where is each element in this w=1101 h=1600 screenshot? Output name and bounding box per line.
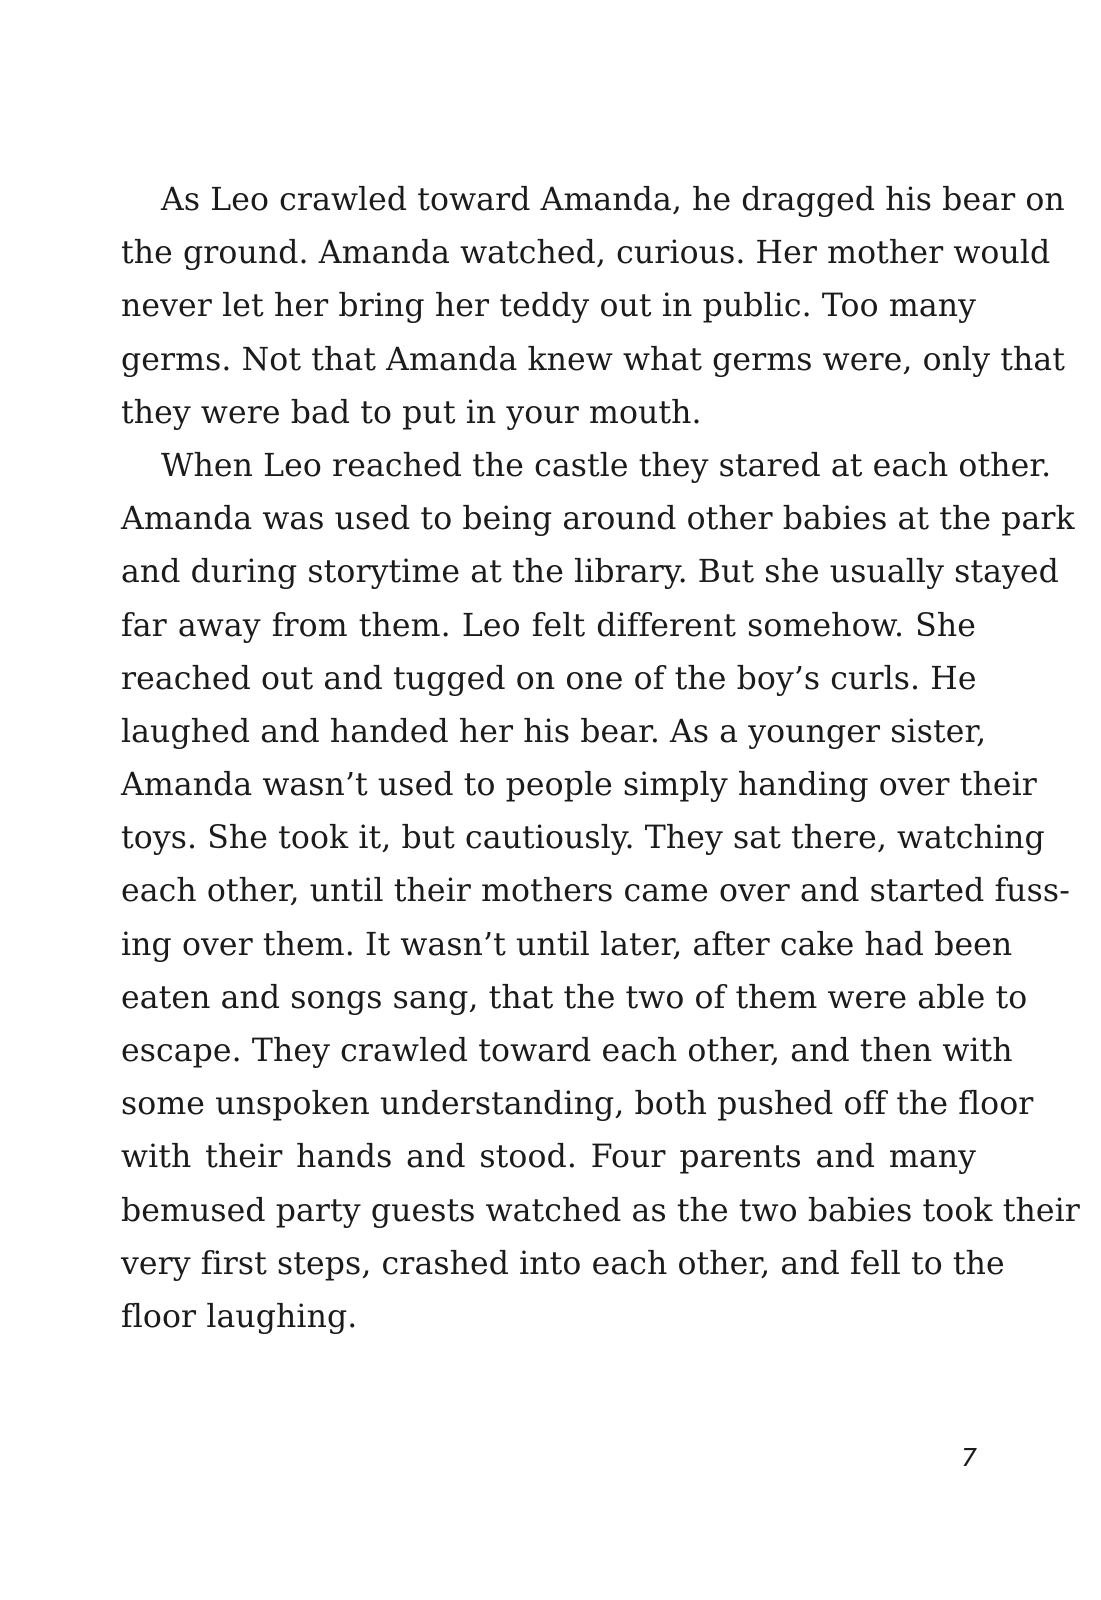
text-line: with their hands and stood. Four parents and many bbox=[121, 1139, 976, 1176]
text-line: Amanda was used to being around other babies at the park bbox=[121, 501, 1075, 538]
page-number: 7 bbox=[961, 1443, 977, 1472]
text-line: far away from them. Leo felt different somehow. She bbox=[121, 607, 976, 644]
text-line: ing over them. It wasn’t until later, after cake had been bbox=[121, 926, 1013, 963]
text-line: very first steps, crashed into each other, and fell to the bbox=[121, 1245, 1005, 1282]
text-line: laughed and handed her his bear. As a younger sister, bbox=[121, 713, 987, 750]
text-line: each other, until their mothers came over and started fuss- bbox=[121, 873, 1070, 910]
text-line: eaten and songs sang, that the two of them were able to bbox=[121, 979, 1028, 1016]
text-line: never let her bring her teddy out in public. Too many bbox=[121, 288, 976, 325]
text-line: toys. She took it, but cautiously. They sat there, watching bbox=[121, 820, 1045, 857]
text-line: reached out and tugged on one of the boy’s curls. He bbox=[121, 660, 977, 697]
text-line: and during storytime at the library. But she usually stayed bbox=[121, 554, 1059, 591]
text-line: As Leo crawled toward Amanda, he dragged his bear on bbox=[161, 182, 1065, 218]
text-line: When Leo reached the castle they stared at each other. bbox=[161, 447, 1052, 484]
text-line: escape. They crawled toward each other, and then with bbox=[121, 1033, 1013, 1069]
body-text bbox=[121, 174, 1080, 1344]
text-line: bemused party guests watched as the two babies took their bbox=[121, 1192, 1080, 1229]
text-line: some unspoken understanding, both pushed off the floor bbox=[121, 1086, 1034, 1123]
text-line: floor laughing. bbox=[121, 1298, 358, 1335]
text-line: Amanda wasn’t used to people simply handing over their bbox=[121, 767, 1037, 804]
text-line: germs. Not that Amanda knew what germs were, only that bbox=[121, 341, 1066, 378]
text-line: the ground. Amanda watched, curious. Her mother would bbox=[121, 235, 1051, 272]
text-line: they were bad to put in your mouth. bbox=[121, 394, 702, 431]
